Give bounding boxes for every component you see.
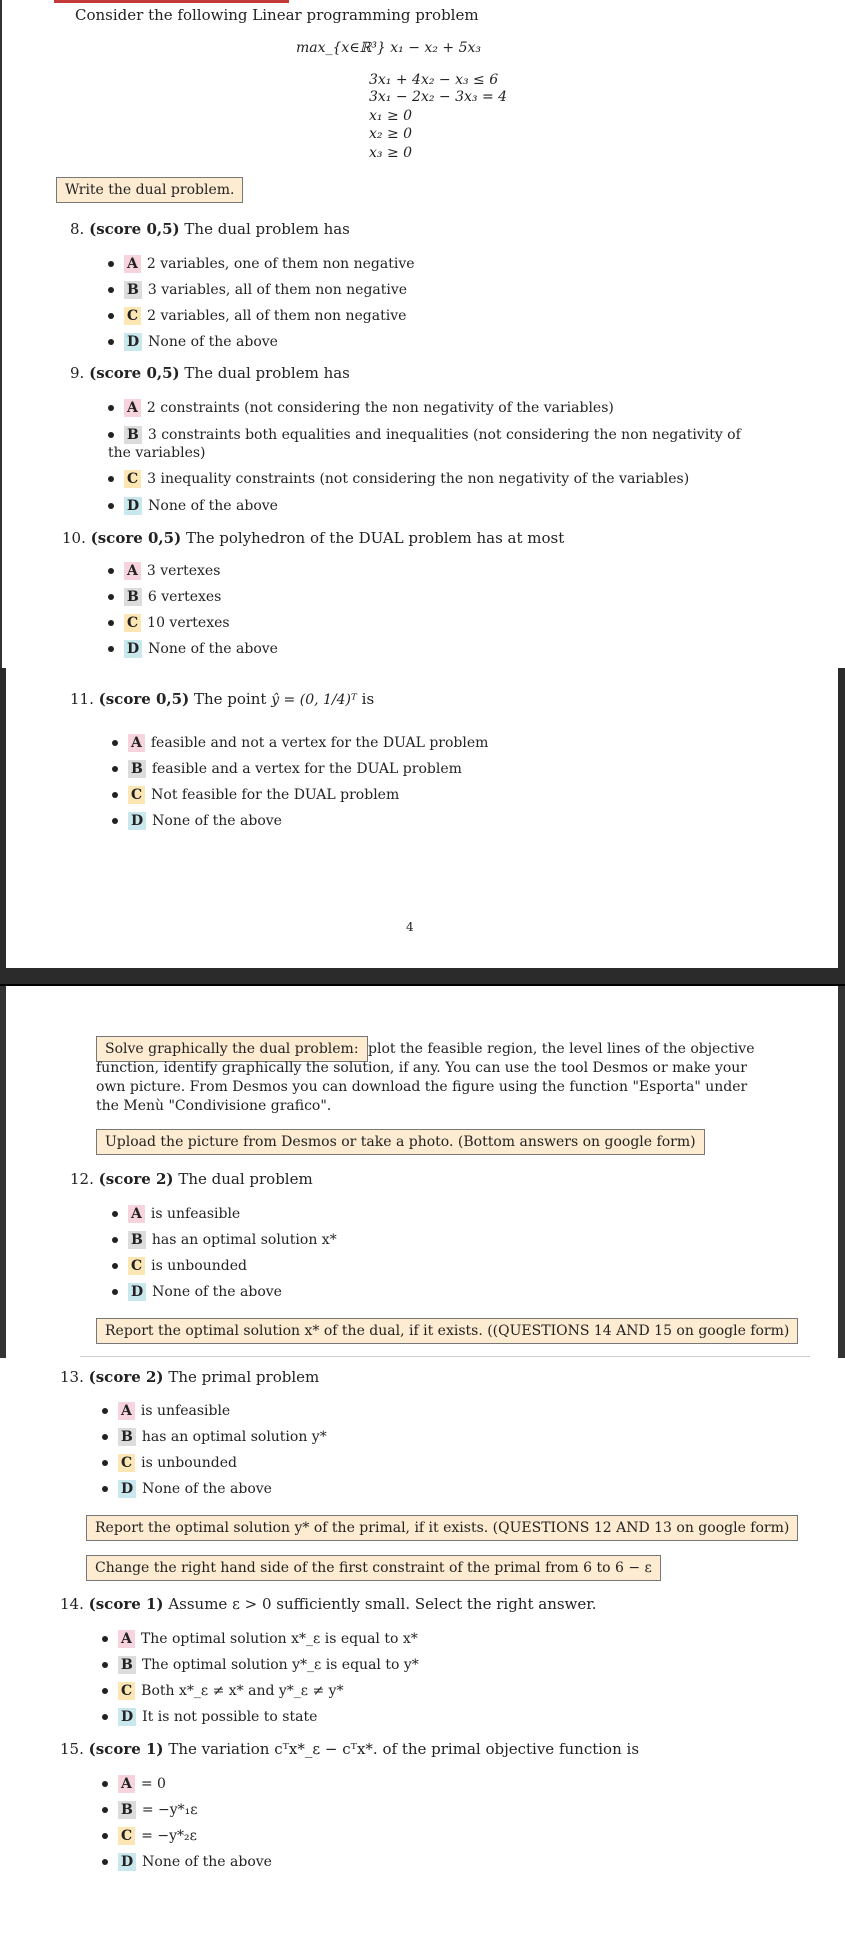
option-label: A bbox=[124, 399, 141, 417]
question-number: 13. bbox=[60, 1368, 84, 1386]
question-text: The primal problem bbox=[168, 1368, 320, 1386]
option-text: 3 variables, all of them non negative bbox=[147, 282, 408, 298]
option-label: B bbox=[118, 1656, 136, 1674]
option-12a[interactable] bbox=[112, 1205, 240, 1223]
question-score: (score 0,5) bbox=[89, 364, 180, 382]
option-text: has an optimal solution x* bbox=[151, 1232, 337, 1248]
option-label: A bbox=[124, 255, 141, 273]
edge-shadow bbox=[0, 668, 6, 968]
page-number: 4 bbox=[406, 920, 414, 934]
option-10a[interactable] bbox=[108, 562, 220, 580]
lp-constraint: x₃ ≥ 0 bbox=[369, 145, 413, 161]
option-text: None of the above bbox=[152, 1284, 282, 1300]
question-number: 14. bbox=[60, 1595, 84, 1613]
question-text: The point bbox=[193, 690, 267, 708]
option-text: 3 constraints both equalities and inequalities (not considering the non negativity of the variables) bbox=[108, 427, 741, 461]
point-formula: ŷ = (0, 1/4)ᵀ bbox=[271, 692, 357, 708]
option-text: = −y*₂ε bbox=[141, 1828, 197, 1844]
question-12 bbox=[70, 1170, 313, 1189]
option-text: = −y*₁ε bbox=[141, 1802, 198, 1818]
option-text: feasible and not a vertex for the DUAL problem bbox=[150, 735, 489, 751]
question-10 bbox=[62, 529, 564, 548]
question-13 bbox=[60, 1368, 319, 1387]
option-text: None of the above bbox=[148, 641, 278, 657]
option-text: is unfeasible bbox=[140, 1403, 231, 1419]
option-text: has an optimal solution y* bbox=[141, 1429, 327, 1445]
option-13a[interactable] bbox=[102, 1402, 230, 1420]
option-label: B bbox=[124, 588, 142, 606]
question-number: 8. bbox=[70, 220, 85, 238]
option-label: D bbox=[118, 1853, 136, 1871]
option-label: D bbox=[128, 812, 146, 830]
option-12d[interactable] bbox=[112, 1283, 282, 1301]
option-label: B bbox=[118, 1801, 136, 1819]
option-text: = 0 bbox=[140, 1776, 166, 1792]
task-dual-box: Write the dual problem. bbox=[56, 177, 243, 203]
option-label: A bbox=[128, 734, 145, 752]
option-text: 10 vertexes bbox=[147, 615, 230, 631]
option-label: A bbox=[128, 1205, 145, 1223]
question-text: is bbox=[361, 690, 375, 708]
option-label: B bbox=[124, 281, 142, 299]
option-text: is unbounded bbox=[141, 1455, 237, 1471]
option-text: None of the above bbox=[148, 498, 278, 514]
option-label: C bbox=[118, 1682, 135, 1700]
question-score: (score 1) bbox=[88, 1595, 164, 1613]
option-label: A bbox=[124, 562, 141, 580]
option-9a[interactable] bbox=[108, 399, 614, 417]
upload-box: Upload the picture from Desmos or take a photo. (Bottom answers on google form) bbox=[96, 1129, 705, 1155]
option-14b[interactable] bbox=[102, 1656, 419, 1674]
option-label: B bbox=[128, 1231, 146, 1249]
change-rhs-box: Change the right hand side of the first constraint of the primal from 6 to 6 − ε bbox=[86, 1555, 661, 1581]
report-dual-box: Report the optimal solution x* of the dual, if it exists. ((QUESTIONS 14 AND 15 on google form) bbox=[96, 1318, 798, 1344]
option-label: C bbox=[118, 1454, 135, 1472]
option-text: Both x*_ε ≠ x* and y*_ε ≠ y* bbox=[141, 1683, 344, 1699]
option-11d[interactable] bbox=[112, 812, 282, 830]
option-label: C bbox=[128, 1257, 145, 1275]
header-rule bbox=[54, 0, 289, 3]
option-text: It is not possible to state bbox=[142, 1709, 318, 1725]
question-8 bbox=[70, 220, 350, 239]
option-10b[interactable] bbox=[108, 588, 221, 606]
option-text: None of the above bbox=[152, 813, 282, 829]
question-9 bbox=[70, 364, 350, 383]
option-label: D bbox=[124, 640, 142, 658]
lp-intro: Consider the following Linear programming problem bbox=[75, 6, 479, 24]
question-score: (score 0,5) bbox=[98, 690, 190, 708]
option-text: None of the above bbox=[148, 334, 278, 350]
option-label: D bbox=[118, 1708, 136, 1726]
question-text: Assume ε > 0 sufficiently small. Select the right answer. bbox=[168, 1595, 597, 1613]
question-text: The variation cᵀx*_ε − cᵀx*. of the primal objective function is bbox=[168, 1740, 640, 1758]
option-12c[interactable] bbox=[112, 1257, 247, 1275]
option-15d[interactable] bbox=[102, 1853, 272, 1871]
lp-constraint: 3x₁ + 4x₂ − x₃ ≤ 6 bbox=[369, 72, 499, 88]
option-9b[interactable] bbox=[108, 426, 768, 462]
option-14d[interactable] bbox=[102, 1708, 317, 1726]
question-number: 11. bbox=[70, 690, 94, 708]
question-15 bbox=[60, 1740, 639, 1759]
option-text: Not feasible for the DUAL problem bbox=[151, 787, 400, 803]
question-14 bbox=[60, 1595, 597, 1614]
lp-constraint: x₁ ≥ 0 bbox=[369, 108, 413, 124]
option-8c[interactable] bbox=[108, 307, 406, 325]
option-9d[interactable] bbox=[108, 497, 278, 515]
option-label: A bbox=[118, 1402, 135, 1420]
option-label: D bbox=[118, 1480, 136, 1498]
option-15a[interactable] bbox=[102, 1775, 166, 1793]
option-15b[interactable] bbox=[102, 1801, 198, 1819]
option-text: is unbounded bbox=[151, 1258, 247, 1274]
option-11c[interactable] bbox=[112, 786, 399, 804]
option-8b[interactable] bbox=[108, 281, 407, 299]
question-text: The dual problem bbox=[178, 1170, 313, 1188]
question-score: (score 2) bbox=[98, 1170, 174, 1188]
option-12b[interactable] bbox=[112, 1231, 337, 1249]
option-text: The optimal solution x*_ε is equal to x* bbox=[140, 1631, 418, 1647]
question-text: The polyhedron of the DUAL problem has at most bbox=[185, 529, 565, 547]
option-label: D bbox=[124, 497, 142, 515]
option-8d[interactable] bbox=[108, 333, 278, 351]
option-label: B bbox=[118, 1428, 136, 1446]
solve-instructions: plot the feasible region, the level lines of the objective function, identify graphically the solution, if any. You can use the tool Desmos or make your own picture. From Desmos you can download the figure using the function "Esporta" under the Menù "Condivisione grafico". bbox=[96, 1041, 755, 1114]
option-text: 2 variables, all of them non negative bbox=[147, 308, 407, 324]
edge-shadow bbox=[0, 986, 6, 1358]
question-number: 15. bbox=[60, 1740, 84, 1758]
question-text: The dual problem has bbox=[184, 364, 350, 382]
option-text: is unfeasible bbox=[150, 1206, 241, 1222]
question-score: (score 0,5) bbox=[89, 220, 180, 238]
question-score: (score 0,5) bbox=[90, 529, 182, 547]
question-score: (score 2) bbox=[88, 1368, 164, 1386]
option-label: B bbox=[124, 426, 142, 444]
option-10c[interactable] bbox=[108, 614, 230, 632]
option-text: feasible and a vertex for the DUAL problem bbox=[151, 761, 462, 777]
separator-band bbox=[0, 984, 845, 986]
option-text: 6 vertexes bbox=[147, 589, 222, 605]
option-label: C bbox=[128, 786, 145, 804]
lp-constraint: 3x₁ − 2x₂ − 3x₃ = 4 bbox=[369, 89, 508, 105]
option-label: C bbox=[124, 307, 141, 325]
option-text: 2 constraints (not considering the non negativity of the variables) bbox=[146, 400, 614, 416]
separator-band bbox=[0, 968, 845, 984]
option-8a[interactable] bbox=[108, 255, 415, 273]
option-14a[interactable] bbox=[102, 1630, 418, 1648]
option-text: The optimal solution y*_ε is equal to y* bbox=[141, 1657, 419, 1673]
question-score: (score 1) bbox=[88, 1740, 164, 1758]
option-13c[interactable] bbox=[102, 1454, 237, 1472]
edge-shadow bbox=[0, 0, 2, 668]
option-label: C bbox=[124, 614, 141, 632]
strip-divider bbox=[80, 1356, 810, 1357]
option-11a[interactable] bbox=[112, 734, 488, 752]
option-label: B bbox=[128, 760, 146, 778]
option-text: 3 vertexes bbox=[146, 563, 221, 579]
option-label: D bbox=[128, 1283, 146, 1301]
option-label: C bbox=[118, 1827, 135, 1845]
option-text: 2 variables, one of them non negative bbox=[146, 256, 415, 272]
question-number: 12. bbox=[70, 1170, 94, 1188]
option-label: C bbox=[124, 470, 141, 488]
question-11 bbox=[70, 690, 374, 710]
option-10d[interactable] bbox=[108, 640, 278, 658]
question-number: 9. bbox=[70, 364, 85, 382]
edge-shadow bbox=[838, 986, 845, 1358]
option-13b[interactable] bbox=[102, 1428, 327, 1446]
question-text: The dual problem has bbox=[184, 220, 350, 238]
option-9c[interactable] bbox=[108, 470, 689, 488]
report-primal-box: Report the optimal solution y* of the primal, if it exists. (QUESTIONS 12 AND 13 on google form) bbox=[86, 1515, 798, 1541]
option-text: None of the above bbox=[142, 1854, 272, 1870]
option-label: D bbox=[124, 333, 142, 351]
lp-objective: max_{x∈ℝ³} x₁ − x₂ + 5x₃ bbox=[296, 40, 481, 56]
solve-box: Solve graphically the dual problem: bbox=[96, 1036, 368, 1062]
option-15c[interactable] bbox=[102, 1827, 197, 1845]
option-11b[interactable] bbox=[112, 760, 462, 778]
option-13d[interactable] bbox=[102, 1480, 272, 1498]
option-label: A bbox=[118, 1630, 135, 1648]
question-number: 10. bbox=[62, 529, 86, 547]
lp-constraint: x₂ ≥ 0 bbox=[369, 126, 413, 142]
option-14c[interactable] bbox=[102, 1682, 344, 1700]
option-text: 3 inequality constraints (not considering the non negativity of the variables) bbox=[147, 471, 690, 487]
edge-shadow bbox=[838, 668, 845, 968]
option-text: None of the above bbox=[142, 1481, 272, 1497]
option-label: A bbox=[118, 1775, 135, 1793]
